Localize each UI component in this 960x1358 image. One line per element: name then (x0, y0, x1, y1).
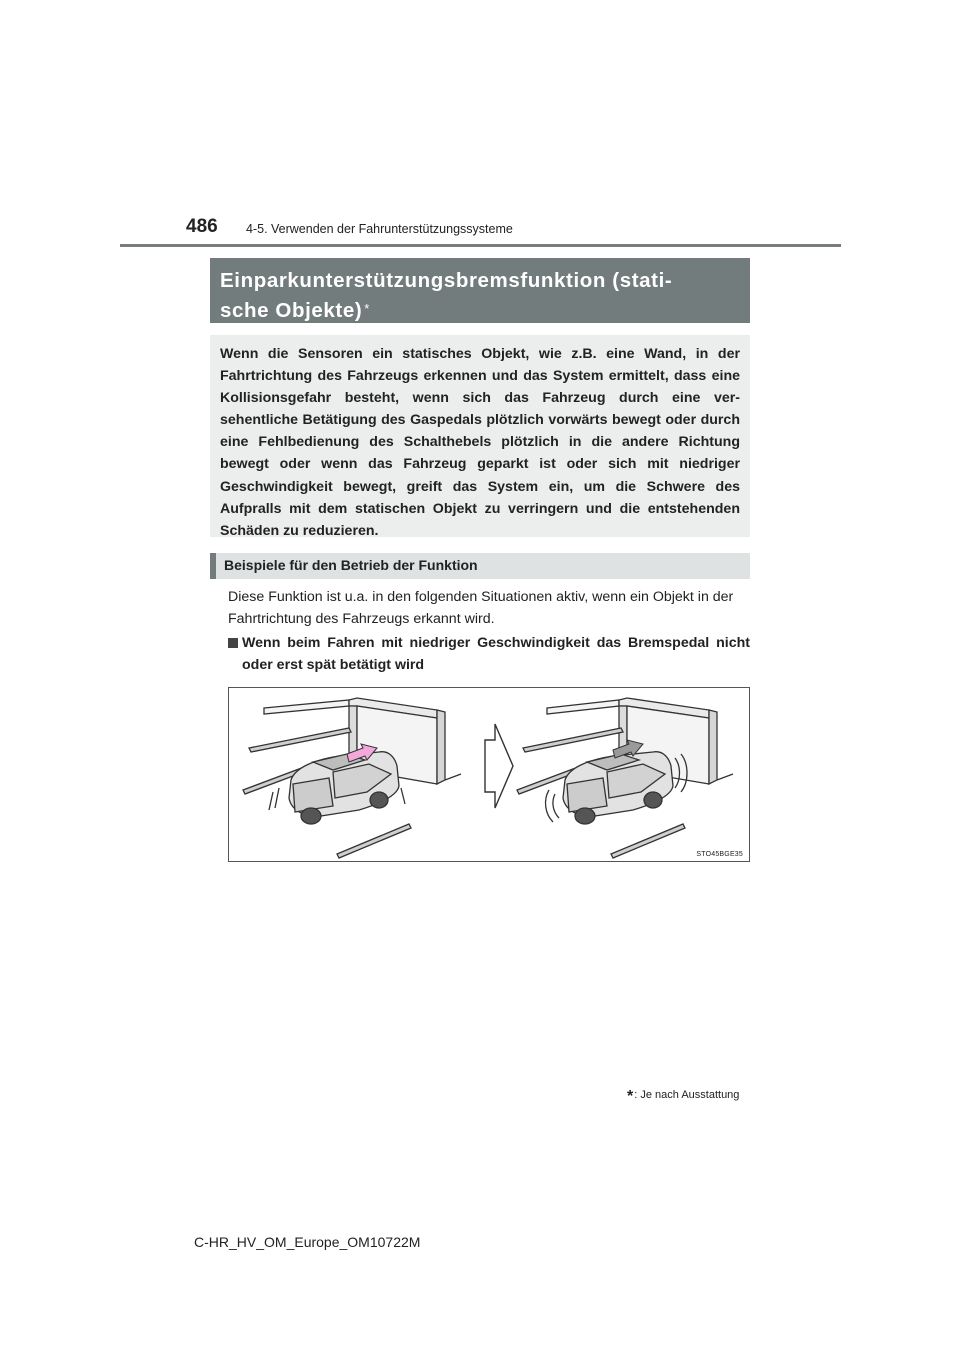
page-number: 486 (186, 216, 218, 237)
transition-arrow-icon (485, 724, 513, 808)
bullet-square-icon (228, 638, 238, 648)
section-title-line-2-text: sche Objekte) (220, 299, 363, 322)
chapter-title: 4-5. Verwenden der Fahrunterstützungssysteme (246, 222, 513, 236)
footnote (627, 1088, 739, 1106)
header-divider (120, 244, 841, 247)
intro-text: Wenn die Sensoren ein statisches Objekt, wie z.B. eine Wand, in der Fahrtrichtung des Fahrzeugs erkennen und das System ermittelt, dass eine Kollisionsgefahr besteht, wenn sich das Fahrzeug durch eine ver-sehentliche Betätigung des Gaspedals plötzlich vorwärts bewegt oder durch eine Fehlbedienung des Schalthebels plötzlich in die andere Richtung bewegt oder wenn das Fahrzeug geparkt ist oder sich mit niedriger Geschwindigkeit bewegt, greift das System ein, um die Schwere des Aufpralls mit dem statischen Objekt zu verringern und die entstehenden Schäden zu reduzieren. (210, 335, 750, 537)
scene-before (243, 698, 461, 858)
figure-code: STO45BGE35 (696, 851, 743, 858)
bullet-text: Wenn beim Fahren mit niedriger Geschwindigkeit das Bremspedal nicht oder erst spät betätigt wird (242, 635, 750, 673)
scene-after (517, 698, 733, 858)
bullet-item (228, 632, 750, 676)
document-id: C-HR_HV_OM_Europe_OM10722M (194, 1234, 421, 1250)
subsection-body: Diese Funktion ist u.a. in den folgenden Situationen aktiv, wenn ein Objekt in der Fahrtrichtung des Fahrzeugs erkannt wird. (228, 589, 734, 627)
footnote-marker: * (364, 301, 370, 316)
subsection-heading: Beispiele für den Betrieb der Funktion (210, 553, 750, 579)
parking-illustration (229, 688, 751, 863)
section-title (210, 258, 750, 323)
asterisk-icon: * (627, 1088, 634, 1105)
section-title-line-1: Einparkunterstützungsbremsfunktion (stati- (220, 269, 673, 292)
section-title-line-2 (220, 296, 740, 326)
footnote-text: : Je nach Ausstattung (634, 1089, 740, 1101)
illustration-figure (228, 687, 750, 862)
